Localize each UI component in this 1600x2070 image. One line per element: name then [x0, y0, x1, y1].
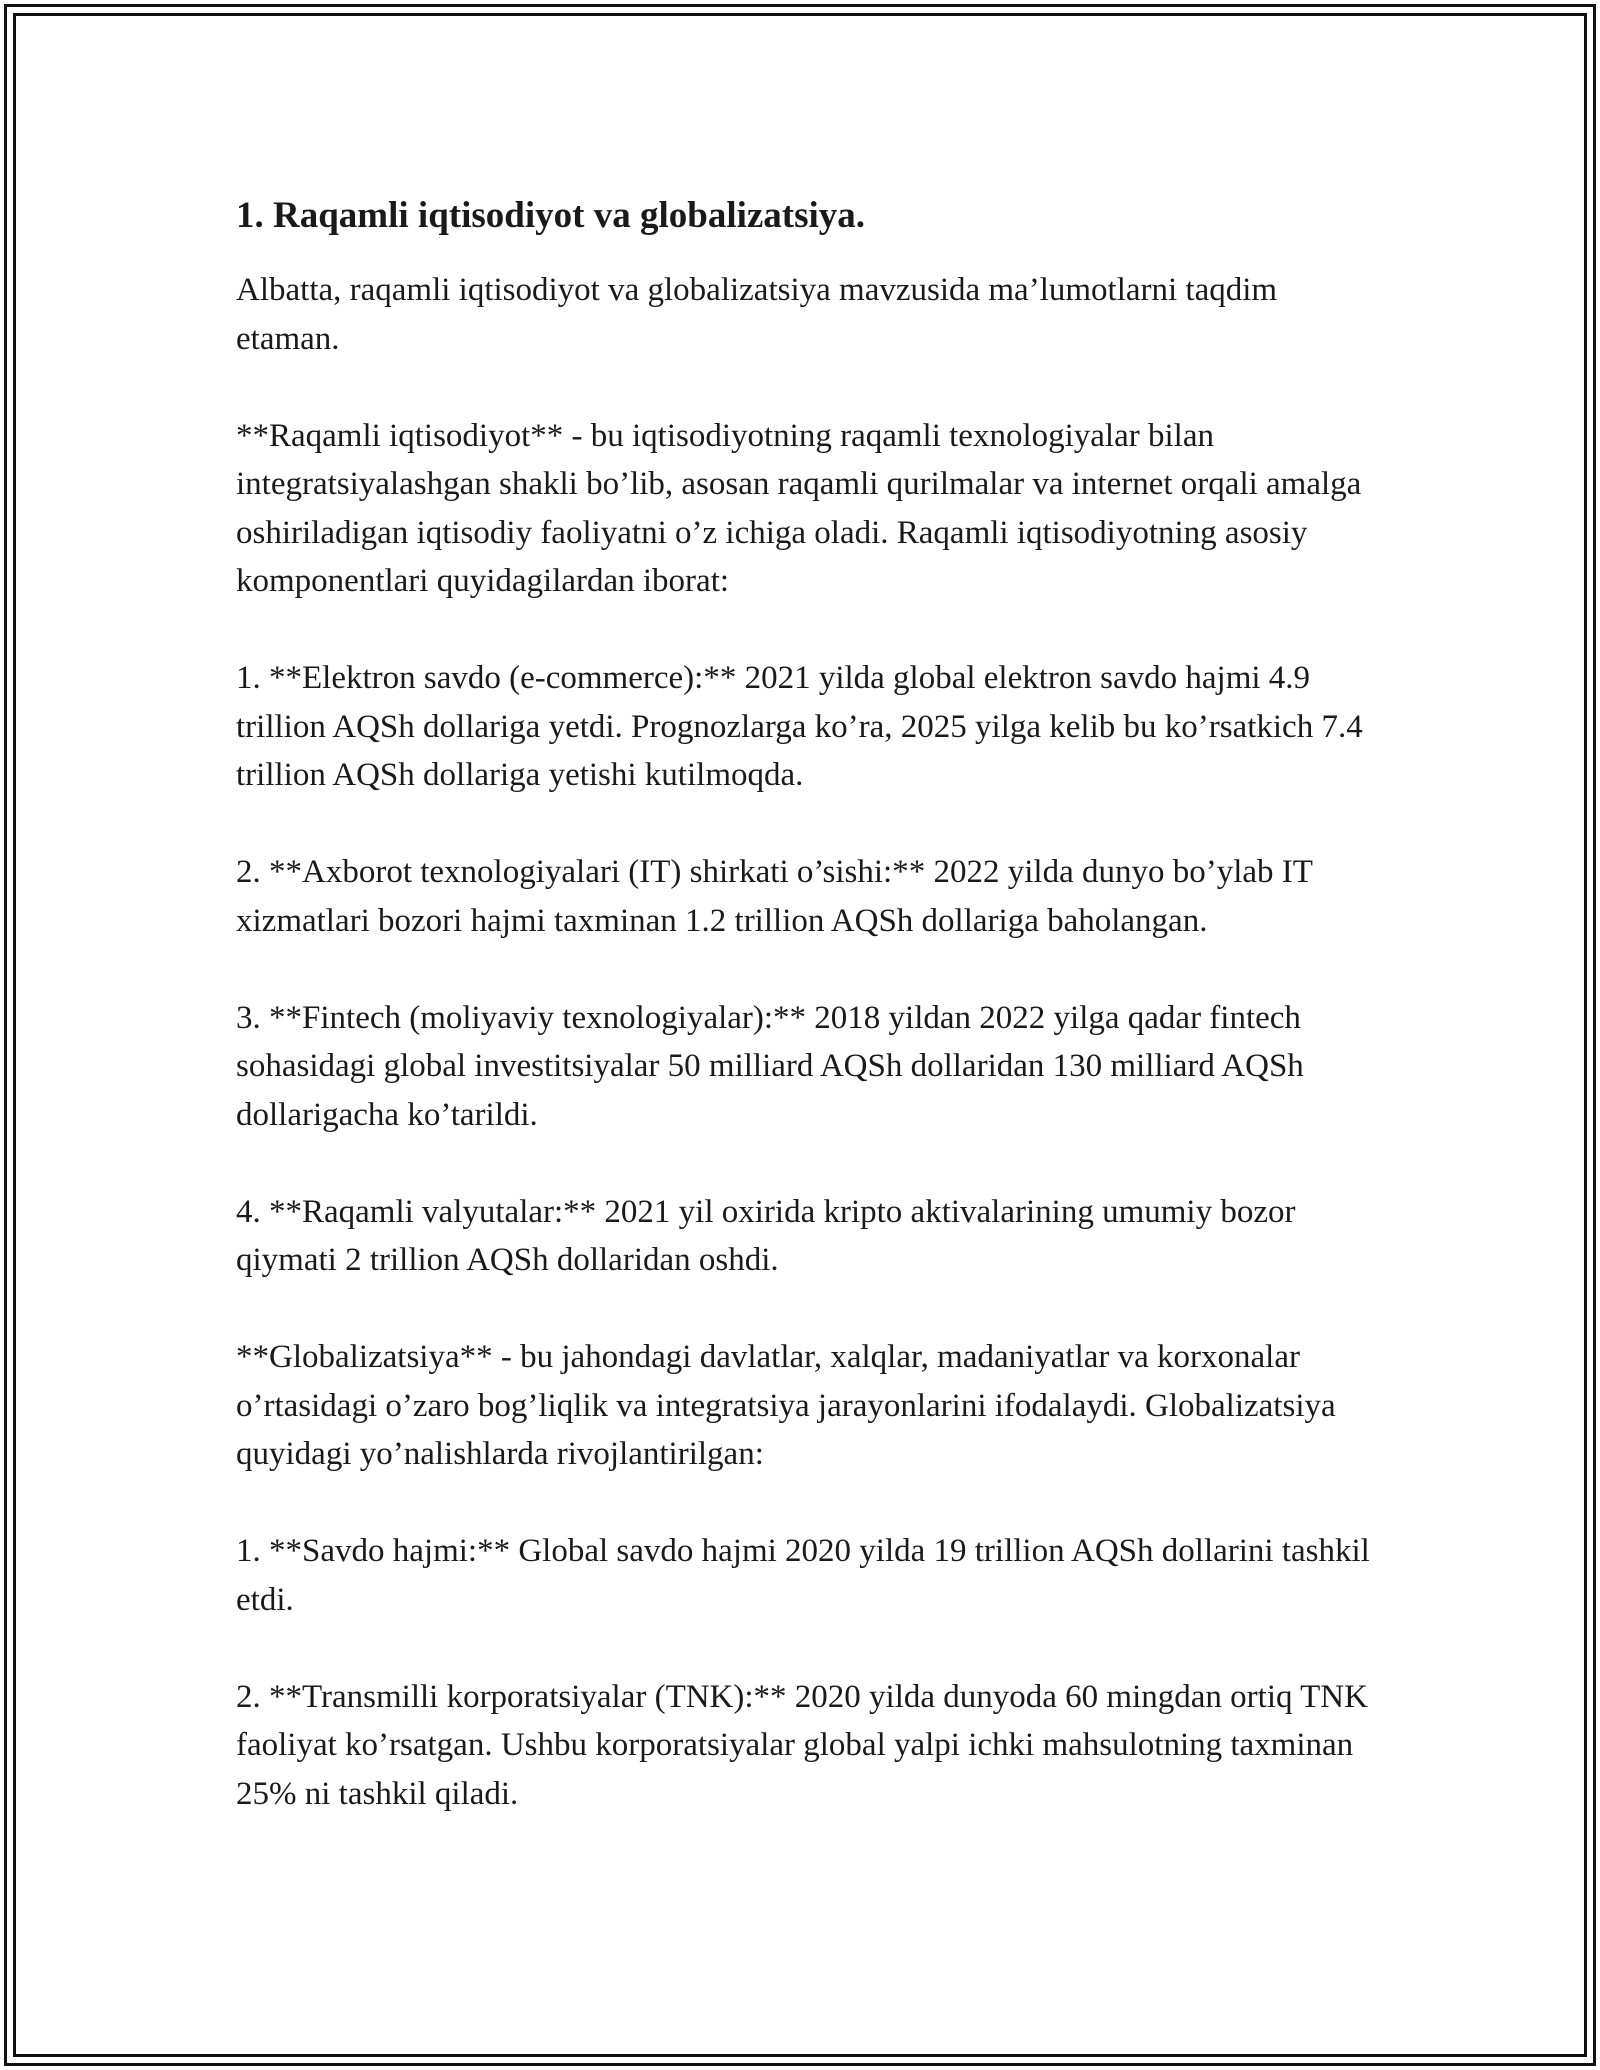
paragraph-tnc: 2. **Transmilli korporatsiyalar (TNK):** 2020 yilda dunyoda 60 mingdan ortiq TNK faoliyat ko’rsatgan. Ushbu korporatsiyalar global yalpi ichki mahsulotning taxminan 25% ni tashkil qiladi. [236, 1678, 1368, 1812]
paragraph-digital-economy-definition: **Raqamli iqtisodiyot** - bu iqtisodiyotning raqamli texnologiyalar bilan integratsiyalashgan shakli bo’lib, asosan raqamli qurilmalar va internet orqali amalga oshiriladigan iqtisodiy faoliyatni o’z ichiga oladi. Raqamli iqtisodiyotning asosiy komponentlari quyidagilardan iborat: [236, 417, 1362, 599]
paragraph-trade-volume: 1. **Savdo hajmi:** Global savdo hajmi 2020 yilda 19 trillion AQSh dollarini tashkil etdi. [236, 1533, 1370, 1618]
paragraph-intro: Albatta, raqamli iqtisodiyot va globalizatsiya mavzusida ma’lumotlarni taqdim etaman. [236, 272, 1278, 357]
paragraph-it-growth: 2. **Axborot texnologiyalari (IT) shirkati o’sishi:** 2022 yilda dunyo bo’ylab IT xizmatlari bozori hajmi taxminan 1.2 trillion AQSh dollariga baholangan. [236, 854, 1313, 939]
paragraph-digital-currencies: 4. **Raqamli valyutalar:** 2021 yil oxirida kripto aktivalarining umumiy bozor qiymati 2 trillion AQSh dollaridan oshdi. [236, 1193, 1296, 1278]
document-title: 1. Raqamli iqtisodiyot va globalizatsiya. [236, 195, 866, 236]
paragraph-fintech: 3. **Fintech (moliyaviy texnologiyalar):** 2018 yildan 2022 yilga qadar fintech sohasidagi global investitsiyalar 50 milliard AQSh dollaridan 130 milliard AQSh dollarigacha ko’tarildi. [236, 999, 1304, 1133]
paragraph-ecommerce: 1. **Elektron savdo (e-commerce):** 2021 yilda global elektron savdo hajmi 4.9 trillion AQSh dollariga yetdi. Prognozlarga ko’ra, 2025 yilga kelib bu ko’rsatkich 7.4 trillion AQSh dollariga yetishi kutilmoqda. [236, 660, 1363, 793]
paragraph-globalization-definition: **Globalizatsiya** - bu jahondagi davlatlar, xalqlar, madaniyatlar va korxonalar o’rtasidagi o’zaro bog’liqlik va integratsiya jarayonlarini ifodalaydi. Globalizatsiya quyidagi yo’nalishlarda rivojlantirilgan: [236, 1339, 1336, 1472]
document-body [236, 192, 1386, 1867]
